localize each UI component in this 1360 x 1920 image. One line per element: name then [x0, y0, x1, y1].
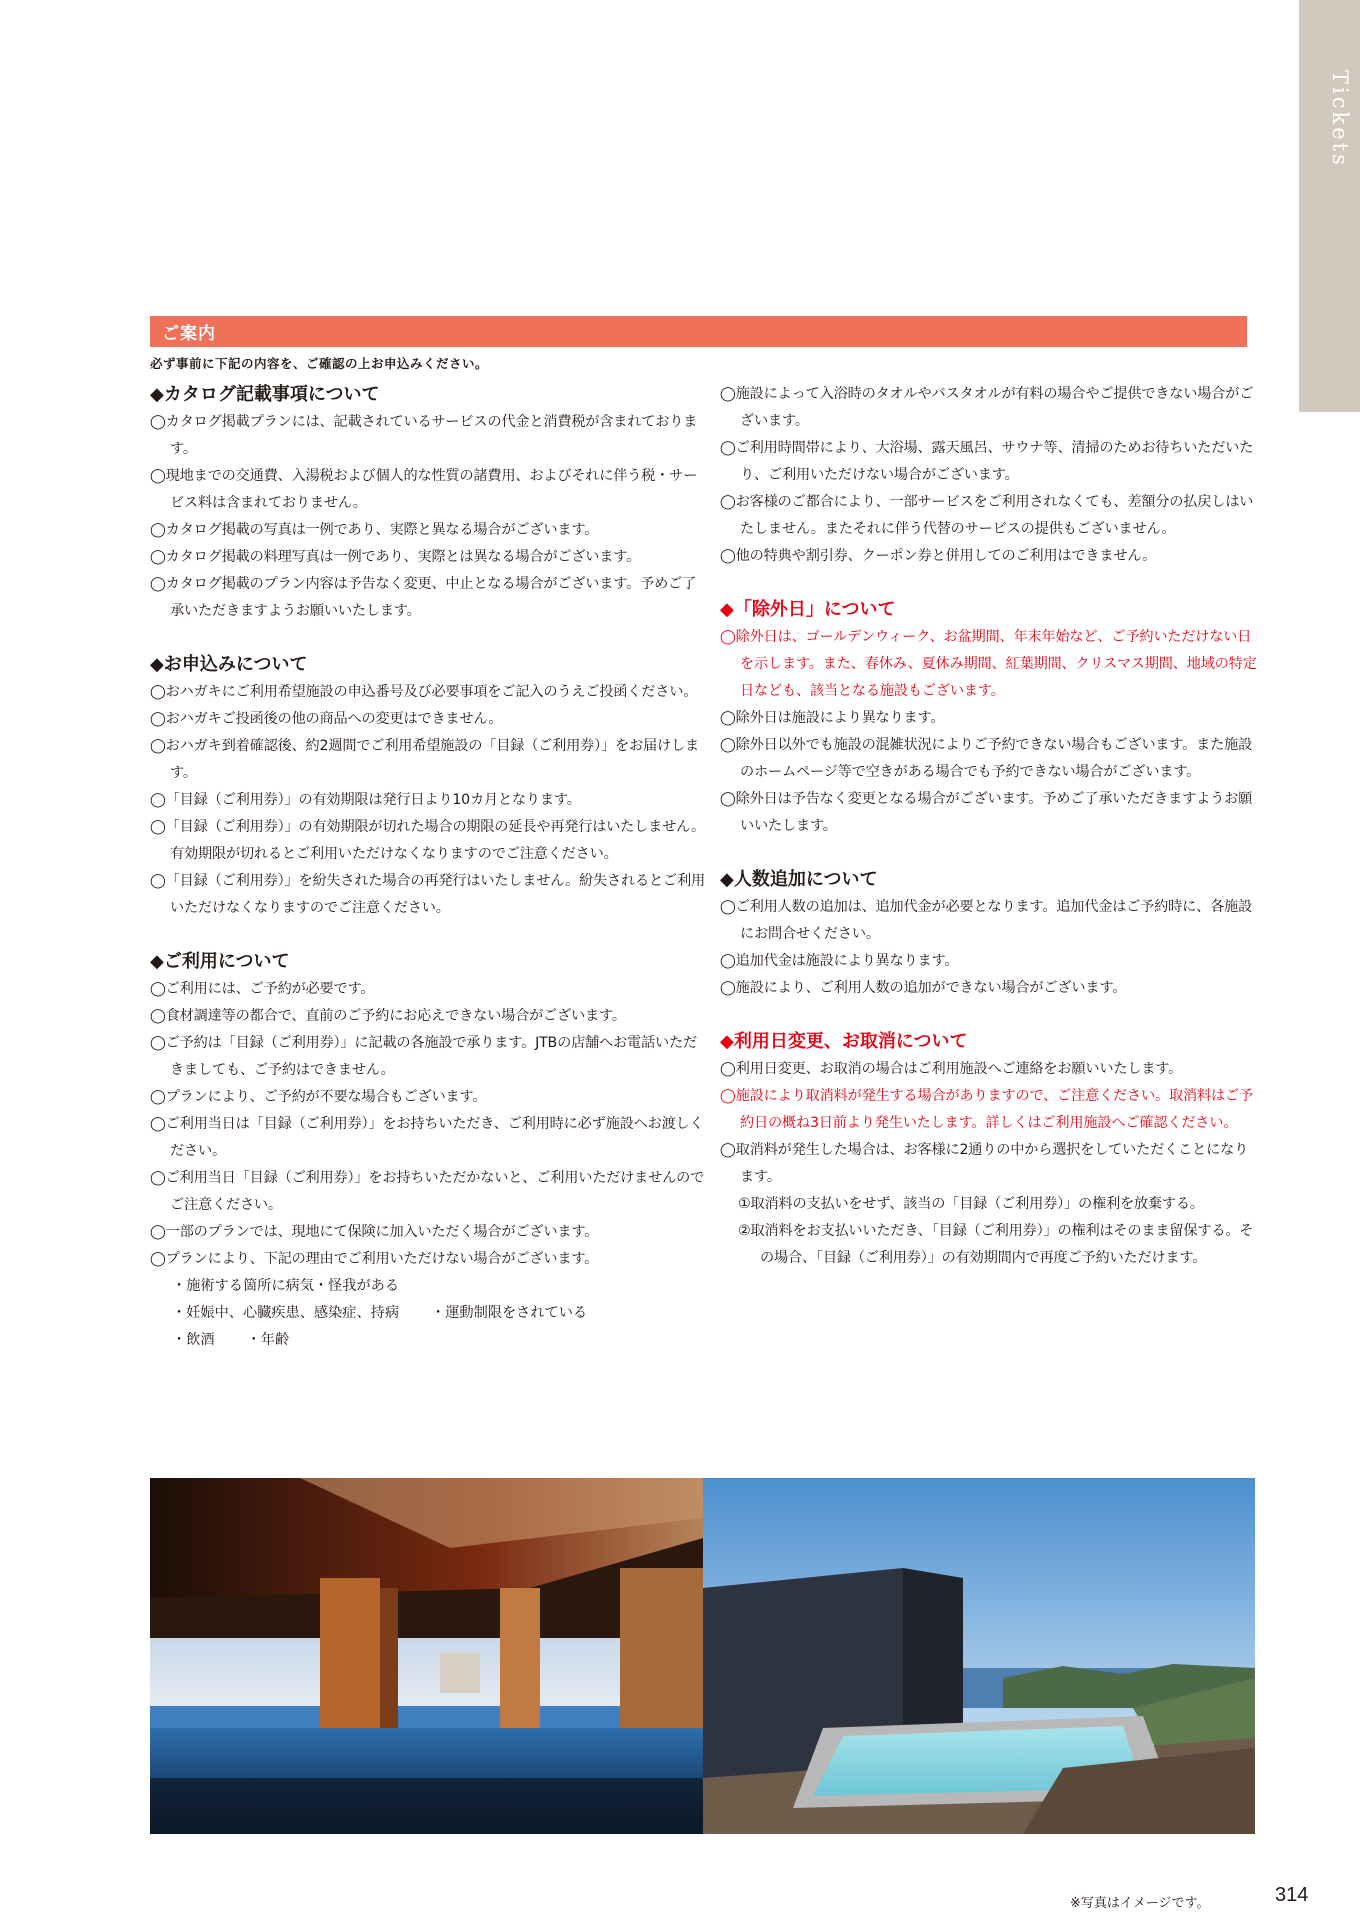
- list-subitem: ①取消料の支払いをせず、該当の「目録（ご利用券）」の権利を放棄する。: [738, 1196, 1204, 1212]
- list-item: ◯除外日は、ゴールデンウィーク、お盆期間、年末年始など、ご予約いただけない日を示します。また、春休み、夏休み期間、紅葉期間、クリスマス期間、地域の特定日なども、該当となる施設もございます。: [720, 629, 1257, 699]
- section-title: ◆人数追加について: [720, 869, 878, 890]
- list-item: ◯追加代金は施設により異なります。: [720, 953, 959, 969]
- section-title: ◆ご利用について: [150, 951, 290, 972]
- section-excluded-dates: [720, 596, 1260, 840]
- section-header-title: ご案内: [162, 324, 216, 344]
- section-catalog: [150, 381, 710, 625]
- list-item: ◯カタログ掲載プランには、記載されているサービスの代金と消費税が含まれております。: [150, 414, 698, 457]
- page-number: 314: [1275, 1884, 1309, 1906]
- side-tab: [1299, 0, 1360, 412]
- side-tab-label: Tickets: [1328, 70, 1352, 168]
- list-item: ◯プランにより、下記の理由でご利用いただけない場合がございます。: [150, 1251, 599, 1267]
- section-title: ◆利用日変更、お取消について: [720, 1031, 968, 1052]
- outdoor-bath-image: [703, 1478, 1255, 1834]
- list-item: ◯一部のプランでは、現地にて保険に加入いただく場合がございます。: [150, 1224, 599, 1240]
- list-item: ◯食材調達等の都合で、直前のご予約にお応えできない場合がございます。: [150, 1008, 626, 1024]
- intro-text: 必ず事前に下記の内容を、ご確認の上お申込みください。: [150, 356, 489, 371]
- restriction-item: ・妊娠中、心臓疾患、感染症、持病: [172, 1305, 400, 1321]
- list-item: ◯ご利用時間帯により、大浴場、露天風呂、サウナ等、清掃のためお待ちいただいたり、ご利用いただけない場合がございます。: [720, 440, 1254, 483]
- list-item: ◯施設によって入浴時のタオルやバスタオルが有料の場合やご提供できない場合がございます。: [720, 386, 1254, 429]
- list-item: ◯ご予約は「目録（ご利用券）」に記載の各施設で承ります。JTBの店舗へお電話いただきましても、ご予約はできません。: [150, 1035, 697, 1078]
- indoor-bath-image: [150, 1478, 703, 1834]
- restriction-item: ・運動制限をされている: [431, 1305, 588, 1321]
- section-usage-continued: [720, 381, 1260, 570]
- list-item: ◯プランにより、ご予約が不要な場合もございます。: [150, 1089, 487, 1105]
- right-column: [720, 381, 1260, 1298]
- list-item: ◯おハガキご投函後の他の商品への変更はできません。: [150, 711, 503, 727]
- list-item: ◯施設により取消料が発生する場合がありますので、ご注意ください。取消料はご予約日の概ね3日前より発生いたします。詳しくはご利用施設へご確認ください。: [720, 1088, 1253, 1131]
- restriction-item: ・飲酒: [172, 1332, 215, 1348]
- list-item: ◯ご利用当日「目録（ご利用券）」をお持ちいただかないと、ご利用いただけませんのでご注意ください。: [150, 1170, 705, 1213]
- left-column: [150, 381, 710, 1380]
- list-item: ◯お客様のご都合により、一部サービスをご利用されなくても、差額分の払戻しはいたしません。またそれに伴う代替のサービスの提供もございません。: [720, 494, 1254, 537]
- list-item: ◯カタログ掲載のプラン内容は予告なく変更、中止となる場合がございます。予めご了承いただきますようお願いいたします。: [150, 576, 697, 619]
- list-subitem: ②取消料をお支払いいただき、「目録（ご利用券）」の権利はそのまま留保する。その場合、「目録（ご利用券）」の有効期間内で再度ご予約いただけます。: [738, 1223, 1254, 1266]
- section-title: ◆「除外日」について: [720, 599, 896, 620]
- restriction-item: ・年齢: [246, 1332, 290, 1348]
- photo-outdoor-bath: [703, 1478, 1255, 1834]
- list-item: ◯除外日は施設により異なります。: [720, 710, 945, 726]
- photo-caption: ※写真はイメージです。: [1070, 1896, 1210, 1911]
- section-usage: [150, 948, 710, 1354]
- section-header-bar: [150, 316, 1247, 347]
- list-item: ◯ご利用には、ご予約が必要です。: [150, 981, 375, 997]
- list-item: ◯除外日以外でも施設の混雑状況によりご予約できない場合もございます。また施設のホームページ等で空きがある場合でも予約できない場合がございます。: [720, 737, 1253, 780]
- list-item: ◯取消料が発生した場合は、お客様に2通りの中から選択をしていただくことになります。: [720, 1142, 1249, 1185]
- section-title: ◆カタログ記載事項について: [150, 384, 380, 405]
- restriction-item: ・施術する箇所に病気・怪我がある: [172, 1278, 400, 1294]
- list-item: ◯ご利用人数の追加は、追加代金が必要となります。追加代金はご予約時に、各施設にお問合せください。: [720, 899, 1253, 942]
- restriction-list: [150, 1273, 690, 1354]
- section-change-cancel: [720, 1028, 1260, 1272]
- list-item: ◯「目録（ご利用券）」の有効期限が切れた場合の期限の延長や再発行はいたしません。有効期限が切れるとご利用いただけなくなりますのでご注意ください。: [150, 819, 705, 862]
- list-item: ◯おハガキ到着確認後、約2週間でご利用希望施設の「目録（ご利用券）」をお届けします。: [150, 738, 699, 781]
- section-title: ◆お申込みについて: [150, 654, 308, 675]
- list-item: ◯除外日は予告なく変更となる場合がございます。予めご了承いただきますようお願いいたします。: [720, 791, 1253, 834]
- list-item: ◯「目録（ご利用券）」の有効期限は発行日より10カ月となります。: [150, 792, 581, 808]
- list-item: ◯他の特典や割引券、クーポン券と併用してのご利用はできません。: [720, 548, 1157, 564]
- list-item: ◯おハガキにご利用希望施設の申込番号及び必要事項をご記入のうえご投函ください。: [150, 684, 698, 700]
- list-item: ◯施設により、ご利用人数の追加ができない場合がございます。: [720, 980, 1127, 996]
- list-item: ◯「目録（ご利用券）」を紛失された場合の再発行はいたしません。紛失されるとご利用いただけなくなりますのでご注意ください。: [150, 873, 705, 916]
- list-item: ◯ご利用当日は「目録（ご利用券）」をお持ちいただき、ご利用時に必ず施設へお渡しください。: [150, 1116, 704, 1159]
- list-item: ◯利用日変更、お取消の場合はご利用施設へご連絡をお願いいたします。: [720, 1061, 1183, 1077]
- section-application: [150, 651, 710, 922]
- list-item: ◯カタログ掲載の写真は一例であり、実際と異なる場合がございます。: [150, 522, 599, 538]
- list-item: ◯カタログ掲載の料理写真は一例であり、実際とは異なる場合がございます。: [150, 549, 641, 565]
- photo-indoor-bath: [150, 1478, 703, 1834]
- list-item: ◯現地までの交通費、入湯税および個人的な性質の諸費用、およびそれに伴う税・サービス料は含まれておりません。: [150, 468, 698, 511]
- section-additional-guests: [720, 866, 1260, 1002]
